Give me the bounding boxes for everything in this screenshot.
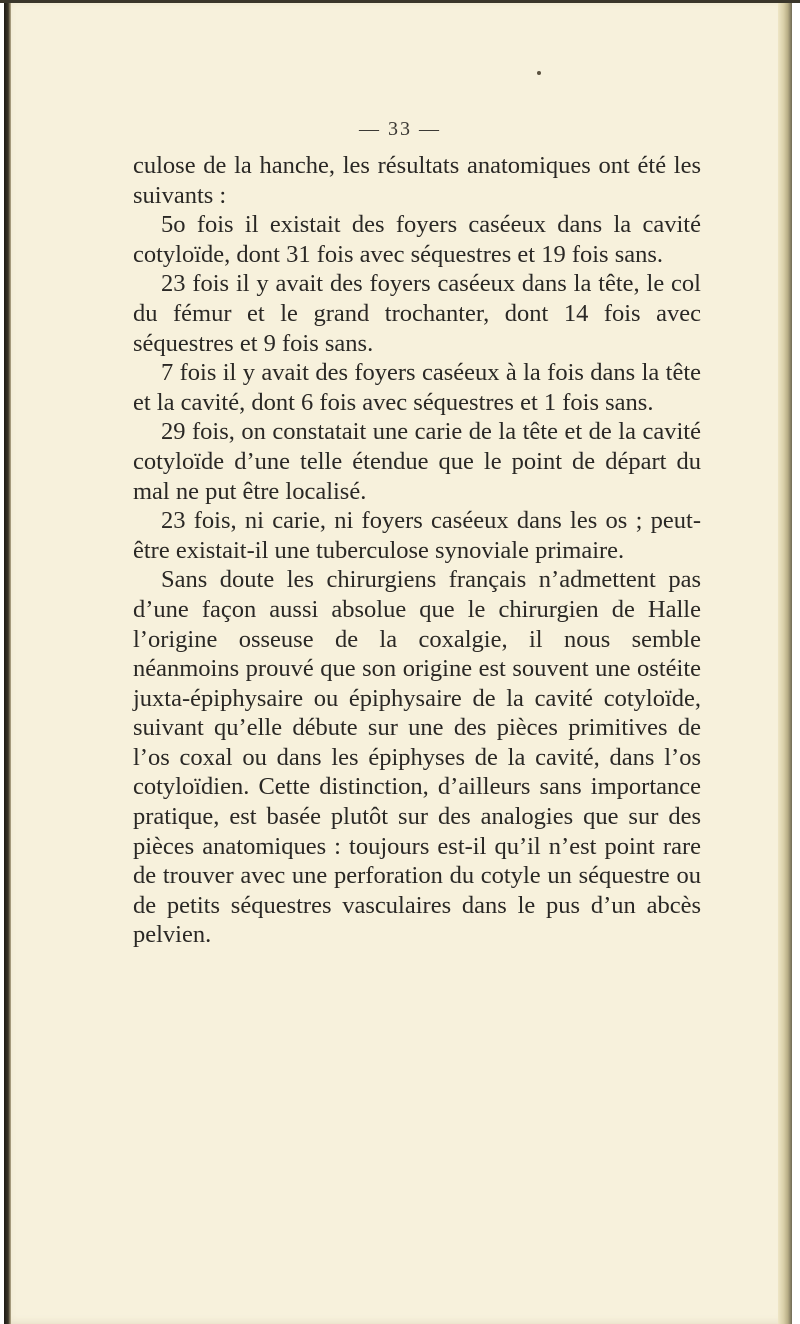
page-gutter-left <box>4 0 11 1324</box>
page-top-edge <box>0 0 800 3</box>
paragraph-continuation: culose de la hanche, les résultats anatomiques ont été les suivants : <box>133 152 701 209</box>
paragraph: 23 fois, ni carie, ni foyers caséeux dans les os ; peut-être existait-il une tuberculose synoviale primaire. <box>133 507 701 564</box>
paper-spot <box>537 71 541 75</box>
paragraph: 7 fois il y avait des foyers caséeux à la fois dans la tête et la cavité, dont 6 fois avec séquestres et 1 fois sans. <box>133 359 701 416</box>
body-text <box>133 151 701 950</box>
paragraph: Sans doute les chirurgiens français n’admettent pas d’une façon aussi absolue que le chirurgien de Halle l’origine osseuse de la coxalgie, il nous semble néanmoins prouvé que son origine est souvent une ostéite juxta-épiphysaire ou épiphysaire de la cavité cotyloïde, suivant qu’elle débute sur une des pièces primitives de l’os coxal ou dans les épiphyses de la cavité, dans l’os cotyloïdien. Cette distinction, d’ailleurs sans importance pratique, est basée plutôt sur des analogies que sur des pièces anatomiques : toujours est-il qu’il n’est point rare de trouver avec une perforation du cotyle un séquestre ou de petits séquestres vasculaires dans le pus d’un abcès pelvien. <box>133 566 701 949</box>
paragraph: 23 fois il y avait des foyers caséeux dans la tête, le col du fémur et le grand trochanter, dont 14 fois avec séquestres et 9 fois sans. <box>133 270 701 357</box>
page-number: — 33 — <box>359 118 441 140</box>
paragraph: 29 fois, on constatait une carie de la tête et de la cavité cotyloïde d’une telle étendue que le point de départ du mal ne put être localisé. <box>133 418 701 505</box>
paragraph: 5o fois il existait des foyers caséeux dans la cavité cotyloïde, dont 31 fois avec séquestres et 19 fois sans. <box>133 211 701 268</box>
page-edge-right <box>778 0 792 1324</box>
